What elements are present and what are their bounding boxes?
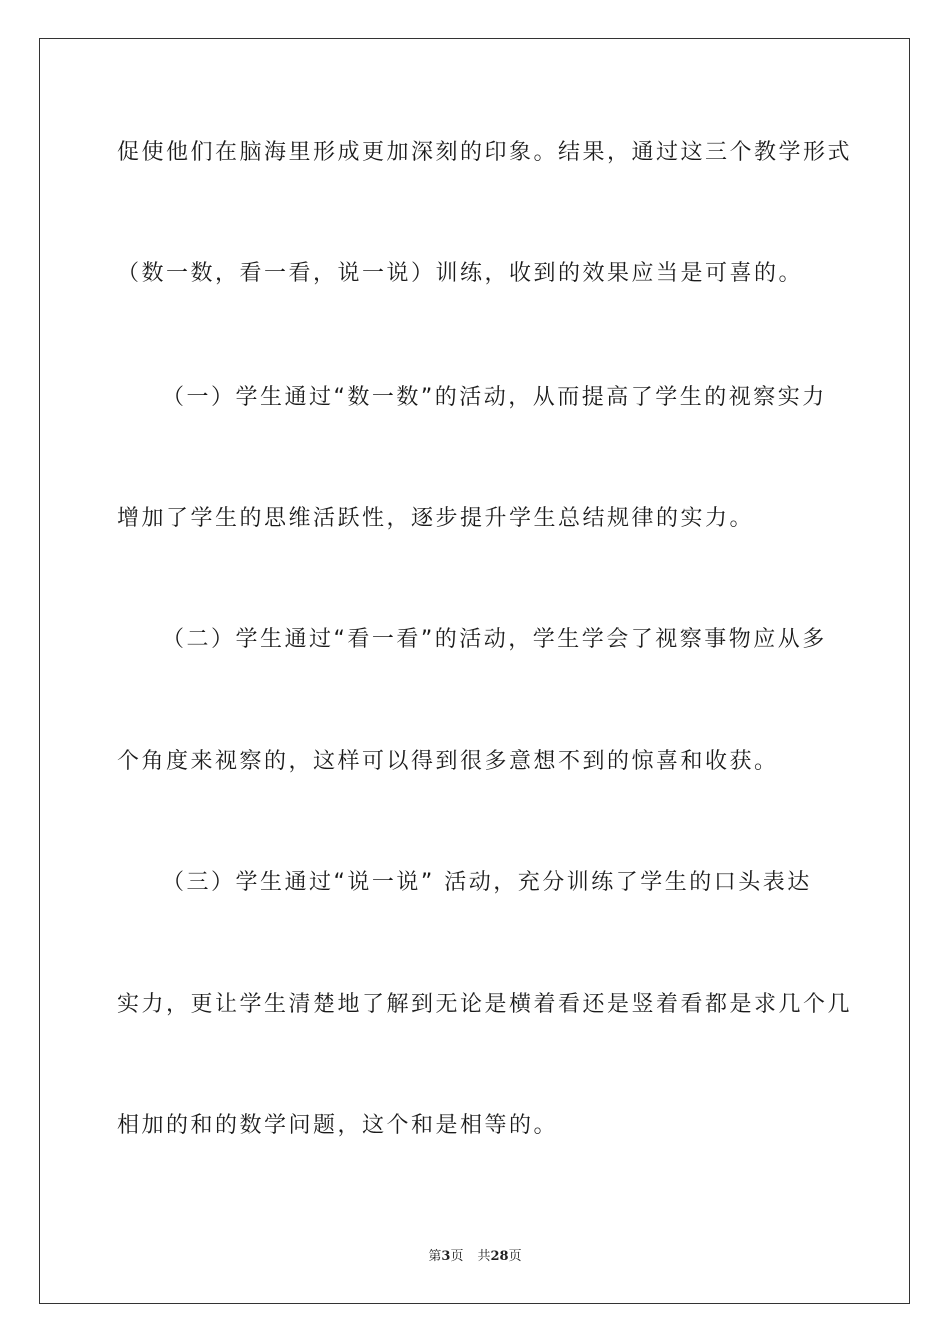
body-line-3: （一）学生通过“数一数”的活动，从而提高了学生的视察实力 [162,385,827,410]
body-line-1: 促使他们在脑海里形成更加深刻的印象。结果，通过这三个教学形式 [117,140,853,165]
body-line-6: 个角度来视察的，这样可以得到很多意想不到的惊喜和收获。 [117,749,779,774]
body-line-5: （二）学生通过“看一看”的活动，学生学会了视察事物应从多 [162,627,827,652]
body-line-4: 增加了学生的思维活跃性，逐步提升学生总结规律的实力。 [117,506,755,531]
footer-page-total: 28 [490,1249,509,1264]
body-line-8: 实力，更让学生清楚地了解到无论是横着看还是竖着看都是求几个几 [117,992,853,1017]
footer-total-suffix: 页 [508,1249,522,1264]
body-line-7: （三）学生通过“说一说” 活动，充分训练了学生的口头表达 [162,870,812,895]
footer-page-prefix: 第 [428,1249,442,1264]
page-footer [0,1245,950,1264]
footer-total-prefix: 共 [477,1249,491,1264]
footer-page-suffix: 页 [450,1249,464,1264]
body-line-2: （数一数，看一看，说一说）训练，收到的效果应当是可喜的。 [117,261,804,286]
body-line-9: 相加的和的数学问题，这个和是相等的。 [117,1113,559,1138]
footer-page-current: 3 [441,1249,451,1264]
